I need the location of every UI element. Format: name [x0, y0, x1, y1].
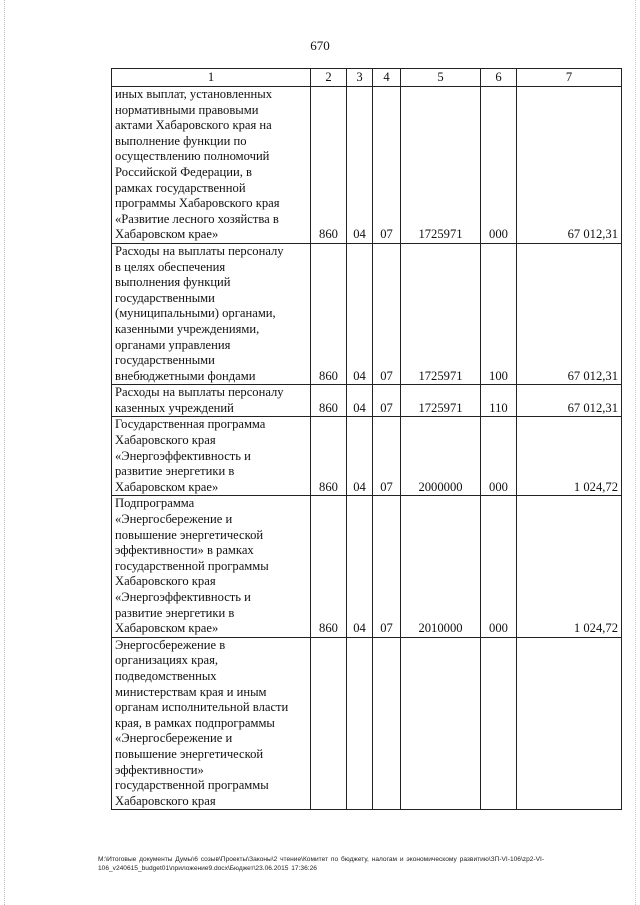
table-header-row — [112, 69, 622, 87]
section-code-cell: 04 — [347, 496, 373, 637]
expense-type-cell: 000 — [481, 87, 517, 244]
target-item-cell: 2000000 — [401, 417, 481, 496]
amount-cell: 1 024,72 — [517, 417, 622, 496]
subsection-code-cell — [373, 637, 401, 810]
description-line: развитие энергетики в — [115, 605, 235, 620]
description-line: Хабаровском крае» — [115, 621, 219, 636]
description-line: казенными учреждениями, — [115, 321, 260, 336]
row-description — [112, 243, 311, 384]
subsection-code-cell: 07 — [373, 243, 401, 384]
section-code-cell — [347, 637, 373, 810]
description-line: Хабаровского края — [115, 574, 216, 589]
page-number: 670 — [310, 38, 330, 53]
description-line: Хабаровском крае» — [115, 227, 219, 242]
document-file-path: M:\Итоговые документы Думы\6 созыв\Проекты\Законы\2 чтение\Комитет по бюджету, налогам и экономическому развитию\ЗП-VI-106\zp2-VI-106_v240615_budget01\приложение9.docx\Бюджет\23.06.2015 17:36:26 — [98, 856, 545, 872]
row-description — [112, 637, 311, 810]
column-header: 5 — [401, 69, 481, 87]
column-header: 2 — [311, 69, 347, 87]
amount-cell: 1 024,72 — [517, 496, 622, 637]
description-line: эффективности» в рамках — [115, 543, 254, 558]
table-body — [112, 87, 622, 810]
section-code-cell: 04 — [347, 385, 373, 417]
table-row — [112, 496, 622, 637]
page-edge-right — [635, 0, 637, 905]
column-header: 6 — [481, 69, 517, 87]
description-line: органам исполнительной власти — [115, 700, 289, 715]
description-line: повышение энергетической — [115, 746, 264, 761]
ministry-code-cell: 860 — [311, 87, 347, 244]
budget-table — [111, 68, 622, 810]
table-row — [112, 417, 622, 496]
description-line: государственными — [115, 353, 215, 368]
ministry-code-cell: 860 — [311, 417, 347, 496]
description-line: выполнения функций — [115, 275, 231, 290]
description-line: Энергосбережение в — [115, 637, 226, 652]
description-line: Хабаровского края — [115, 793, 216, 808]
target-item-cell: 2010000 — [401, 496, 481, 637]
table-row — [112, 637, 622, 810]
subsection-code-cell: 07 — [373, 496, 401, 637]
description-line: нормативными правовыми — [115, 102, 259, 117]
ministry-code-cell: 860 — [311, 243, 347, 384]
section-code-cell: 04 — [347, 87, 373, 244]
column-header: 7 — [517, 69, 622, 87]
expense-type-cell: 110 — [481, 385, 517, 417]
page-edge-left — [4, 0, 6, 905]
expense-type-cell: 000 — [481, 496, 517, 637]
amount-cell — [517, 637, 622, 810]
description-line: развитие энергетики в — [115, 464, 235, 479]
description-line: программы Хабаровского края — [115, 196, 280, 211]
description-line: внебюджетными фондами — [115, 368, 256, 383]
description-line: подведомственных — [115, 668, 217, 683]
description-line: органами управления — [115, 337, 231, 352]
ministry-code-cell: 860 — [311, 385, 347, 417]
subsection-code-cell: 07 — [373, 417, 401, 496]
description-line: «Энергоэффективность и — [115, 448, 251, 463]
subsection-code-cell: 07 — [373, 87, 401, 244]
section-code-cell: 04 — [347, 417, 373, 496]
expense-type-cell — [481, 637, 517, 810]
description-line: осуществлению полномочий — [115, 149, 270, 164]
description-line: «Развитие лесного хозяйства в — [115, 211, 279, 226]
description-line: Подпрограмма — [115, 496, 195, 511]
description-line: эффективности» — [115, 762, 204, 777]
description-line: Государственная программа — [115, 417, 266, 432]
target-item-cell: 1725971 — [401, 243, 481, 384]
table-row — [112, 87, 622, 244]
description-line: «Энергосбережение и — [115, 731, 233, 746]
description-line: рамках государственной — [115, 180, 246, 195]
description-line: государственной программы — [115, 778, 269, 793]
ministry-code-cell — [311, 637, 347, 810]
description-line: актами Хабаровского края на — [115, 118, 272, 133]
column-header: 3 — [347, 69, 373, 87]
target-item-cell: 1725971 — [401, 385, 481, 417]
description-line: (муниципальными) органами, — [115, 306, 276, 321]
description-line: иных выплат, установленных — [115, 87, 272, 101]
expense-type-cell: 100 — [481, 243, 517, 384]
description-line: выполнение функции по — [115, 133, 247, 148]
description-line: Российской Федерации, в — [115, 164, 252, 179]
description-line: казенных учреждений — [115, 400, 234, 415]
description-line: государственной программы — [115, 558, 269, 573]
row-description — [112, 385, 311, 417]
target-item-cell: 1725971 — [401, 87, 481, 244]
description-line: государственными — [115, 290, 215, 305]
column-header: 1 — [112, 69, 311, 87]
description-line: «Энергосбережение и — [115, 512, 233, 527]
ministry-code-cell: 860 — [311, 496, 347, 637]
description-line: в целях обеспечения — [115, 259, 226, 274]
row-description — [112, 87, 311, 244]
amount-cell: 67 012,31 — [517, 87, 622, 244]
description-line: Хабаровского края — [115, 433, 216, 448]
amount-cell: 67 012,31 — [517, 385, 622, 417]
row-description — [112, 496, 311, 637]
section-code-cell: 04 — [347, 243, 373, 384]
description-line: министерствам края и иным — [115, 684, 267, 699]
amount-cell: 67 012,31 — [517, 243, 622, 384]
description-line: Расходы на выплаты персоналу — [115, 243, 284, 258]
description-line: организациях края, — [115, 653, 219, 668]
row-description — [112, 417, 311, 496]
column-header: 4 — [373, 69, 401, 87]
table-row — [112, 385, 622, 417]
table-row — [112, 243, 622, 384]
expense-type-cell: 000 — [481, 417, 517, 496]
description-line: «Энергоэффективность и — [115, 590, 251, 604]
subsection-code-cell: 07 — [373, 385, 401, 417]
description-line: Расходы на выплаты персоналу — [115, 385, 284, 400]
description-line: повышение энергетической — [115, 527, 264, 542]
description-line: края, в рамках подпрограммы — [115, 715, 275, 730]
target-item-cell — [401, 637, 481, 810]
description-line: Хабаровском крае» — [115, 479, 219, 494]
